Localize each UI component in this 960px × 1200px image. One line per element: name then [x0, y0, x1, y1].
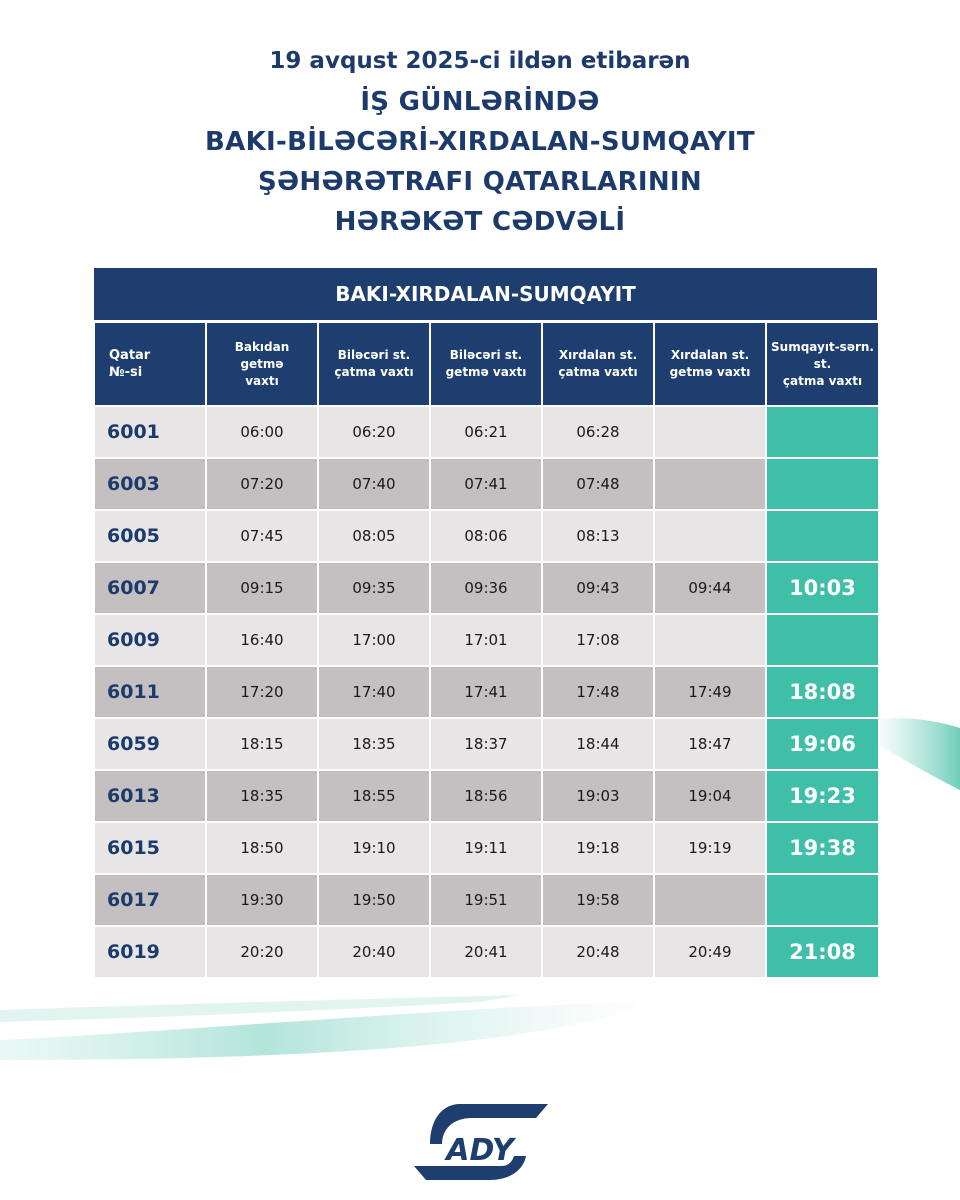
- column-header-text: Xırdalan st.: [558, 348, 638, 362]
- time-cell-xirdalan-departure: 18:47: [654, 718, 766, 770]
- time-cell-bilajari-arrival: 20:40: [318, 926, 430, 978]
- column-header-baku-departure: [206, 322, 318, 406]
- table-row: [94, 614, 879, 666]
- title-line-workdays: İŞ GÜNLƏRİNDƏ: [360, 87, 600, 117]
- time-cell-bilajari-departure: 17:01: [430, 614, 542, 666]
- time-cell-xirdalan-arrival: 19:58: [542, 874, 654, 926]
- time-cell-baku-departure: 18:15: [206, 718, 318, 770]
- table-row: [94, 822, 879, 874]
- train-number-cell: 6019: [94, 926, 206, 978]
- column-header-bilajari-arrival: [318, 322, 430, 406]
- time-cell-bilajari-departure: 09:36: [430, 562, 542, 614]
- table-row: [94, 874, 879, 926]
- column-header-xirdalan-arrival: [542, 322, 654, 406]
- time-cell-baku-departure: 20:20: [206, 926, 318, 978]
- time-cell-xirdalan-arrival: 20:48: [542, 926, 654, 978]
- time-cell-bilajari-arrival: 17:40: [318, 666, 430, 718]
- train-number-cell: 6059: [94, 718, 206, 770]
- time-cell-bilajari-departure: 19:51: [430, 874, 542, 926]
- column-header-train-number: [94, 322, 206, 406]
- time-cell-bilajari-departure: 07:41: [430, 458, 542, 510]
- time-cell-bilajari-departure: 06:21: [430, 406, 542, 458]
- time-cell-baku-departure: 16:40: [206, 614, 318, 666]
- column-header-xirdalan-departure: [654, 322, 766, 406]
- timetable: [93, 267, 878, 979]
- time-cell-baku-departure: 07:20: [206, 458, 318, 510]
- column-header-text: getmə vaxtı: [445, 365, 527, 379]
- column-header-text: №-si: [109, 365, 143, 380]
- table-row: [94, 458, 879, 510]
- time-cell-sumqayit-arrival: [766, 614, 879, 666]
- time-cell-bilajari-arrival: 18:35: [318, 718, 430, 770]
- time-cell-sumqayit-arrival: 18:08: [766, 666, 879, 718]
- time-cell-xirdalan-arrival: 06:28: [542, 406, 654, 458]
- time-cell-xirdalan-departure: [654, 458, 766, 510]
- effective-date-line: 19 avqust 2025-ci ildən etibarən: [269, 48, 691, 74]
- column-header-text: Xırdalan st.: [670, 348, 750, 362]
- column-header-text: Biləcəri st.: [449, 348, 523, 362]
- table-row: [94, 770, 879, 822]
- time-cell-sumqayit-arrival: 10:03: [766, 562, 879, 614]
- time-cell-sumqayit-arrival: [766, 406, 879, 458]
- column-header-sumqayit-arrival: [766, 322, 879, 406]
- time-cell-baku-departure: 19:30: [206, 874, 318, 926]
- time-cell-bilajari-departure: 08:06: [430, 510, 542, 562]
- time-cell-bilajari-arrival: 08:05: [318, 510, 430, 562]
- ady-logo: [408, 1100, 554, 1184]
- train-number-cell: 6013: [94, 770, 206, 822]
- time-cell-xirdalan-departure: [654, 874, 766, 926]
- column-header-text: çatma vaxtı: [334, 365, 414, 379]
- time-cell-bilajari-departure: 17:41: [430, 666, 542, 718]
- title-line-suburban-trains: ŞƏHƏRƏTRAFI QATARLARININ: [258, 167, 702, 197]
- time-cell-sumqayit-arrival: 21:08: [766, 926, 879, 978]
- time-cell-xirdalan-arrival: 17:48: [542, 666, 654, 718]
- time-cell-sumqayit-arrival: 19:38: [766, 822, 879, 874]
- train-number-cell: 6003: [94, 458, 206, 510]
- table-row: [94, 926, 879, 978]
- time-cell-xirdalan-departure: 17:49: [654, 666, 766, 718]
- train-number-cell: 6007: [94, 562, 206, 614]
- column-header-text: çatma vaxtı: [558, 365, 638, 379]
- time-cell-bilajari-departure: 18:37: [430, 718, 542, 770]
- column-header-text: Biləcəri st.: [337, 348, 411, 362]
- table-row: [94, 406, 879, 458]
- time-cell-xirdalan-arrival: 07:48: [542, 458, 654, 510]
- column-header-text: çatma vaxtı: [782, 373, 863, 388]
- train-number-cell: 6011: [94, 666, 206, 718]
- time-cell-baku-departure: 07:45: [206, 510, 318, 562]
- column-header-text: st.: [813, 356, 832, 371]
- column-header-text: getmə: [240, 356, 284, 371]
- column-header-text: vaxtı: [245, 373, 279, 388]
- time-cell-xirdalan-arrival: 09:43: [542, 562, 654, 614]
- train-number-cell: 6015: [94, 822, 206, 874]
- time-cell-xirdalan-departure: [654, 510, 766, 562]
- column-header-text: getmə vaxtı: [669, 365, 751, 379]
- time-cell-baku-departure: 17:20: [206, 666, 318, 718]
- time-cell-bilajari-arrival: 09:35: [318, 562, 430, 614]
- time-cell-bilajari-arrival: 18:55: [318, 770, 430, 822]
- timetable-table: [93, 321, 880, 979]
- column-header-text: Bakıdan: [234, 339, 290, 354]
- time-cell-xirdalan-departure: 19:19: [654, 822, 766, 874]
- time-cell-bilajari-arrival: 19:50: [318, 874, 430, 926]
- time-cell-sumqayit-arrival: [766, 458, 879, 510]
- table-header-row: [94, 322, 879, 406]
- column-header-text: Qatar: [109, 348, 151, 363]
- title-line-route: BAKI-BİLƏCƏRİ-XIRDALAN-SUMQAYIT: [205, 127, 755, 157]
- time-cell-bilajari-arrival: 17:00: [318, 614, 430, 666]
- time-cell-sumqayit-arrival: 19:23: [766, 770, 879, 822]
- table-row: [94, 718, 879, 770]
- schedule-title: [0, 40, 960, 242]
- time-cell-baku-departure: 06:00: [206, 406, 318, 458]
- train-number-cell: 6005: [94, 510, 206, 562]
- time-cell-baku-departure: 18:50: [206, 822, 318, 874]
- time-cell-xirdalan-departure: [654, 406, 766, 458]
- time-cell-xirdalan-arrival: 08:13: [542, 510, 654, 562]
- time-cell-xirdalan-departure: [654, 614, 766, 666]
- svg-text:ADY: ADY: [446, 1133, 514, 1168]
- time-cell-baku-departure: 18:35: [206, 770, 318, 822]
- time-cell-xirdalan-arrival: 18:44: [542, 718, 654, 770]
- column-header-text: Sumqayıt-sərn.: [771, 339, 874, 354]
- table-body: [94, 406, 879, 978]
- time-cell-xirdalan-arrival: 19:03: [542, 770, 654, 822]
- column-header-bilajari-departure: [430, 322, 542, 406]
- time-cell-sumqayit-arrival: [766, 874, 879, 926]
- time-cell-sumqayit-arrival: 19:06: [766, 718, 879, 770]
- train-number-cell: 6017: [94, 874, 206, 926]
- time-cell-bilajari-departure: 19:11: [430, 822, 542, 874]
- time-cell-bilajari-departure: 18:56: [430, 770, 542, 822]
- time-cell-bilajari-arrival: 07:40: [318, 458, 430, 510]
- time-cell-xirdalan-arrival: 17:08: [542, 614, 654, 666]
- table-row: [94, 562, 879, 614]
- route-banner: BAKI-XIRDALAN-SUMQAYIT: [93, 267, 878, 321]
- time-cell-xirdalan-departure: 20:49: [654, 926, 766, 978]
- time-cell-xirdalan-arrival: 19:18: [542, 822, 654, 874]
- time-cell-baku-departure: 09:15: [206, 562, 318, 614]
- table-row: [94, 666, 879, 718]
- title-line-schedule: HƏRƏKƏT CƏDVƏLİ: [334, 207, 626, 237]
- train-number-cell: 6009: [94, 614, 206, 666]
- train-number-cell: 6001: [94, 406, 206, 458]
- time-cell-sumqayit-arrival: [766, 510, 879, 562]
- time-cell-bilajari-arrival: 06:20: [318, 406, 430, 458]
- time-cell-xirdalan-departure: 09:44: [654, 562, 766, 614]
- time-cell-bilajari-arrival: 19:10: [318, 822, 430, 874]
- table-row: [94, 510, 879, 562]
- time-cell-bilajari-departure: 20:41: [430, 926, 542, 978]
- time-cell-xirdalan-departure: 19:04: [654, 770, 766, 822]
